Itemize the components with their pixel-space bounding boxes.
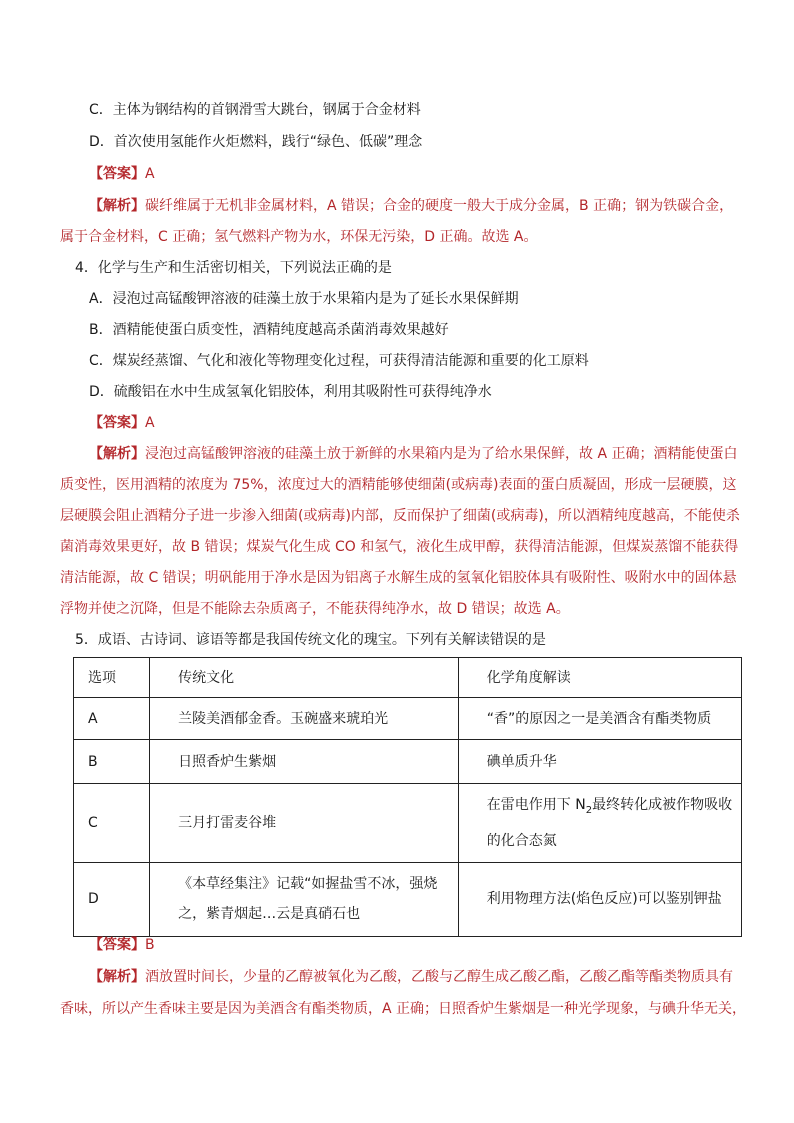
answer-value: A bbox=[145, 415, 155, 431]
answer-value: A bbox=[145, 166, 155, 182]
answer-tag: 【答案】 bbox=[89, 166, 145, 182]
header-culture: 传统文化 bbox=[150, 658, 459, 698]
answer-tag: 【答案】 bbox=[89, 415, 145, 431]
reading-with-subscript: 在雷电作用下 $N_2$最终转化成被作物吸收的化合态氮 bbox=[486, 797, 733, 849]
q4-answer bbox=[0, 412, 794, 434]
q5-table bbox=[73, 657, 742, 937]
q4-analysis-line-3: 层硬膜会阻止酒精分子进一步渗入细菌(或病毒)内部，反而保护了细菌(或病毒)，所以酒精纯度越高，不能使杀 bbox=[60, 508, 740, 524]
q4-analysis-line-2: 质变性，医用酒精的浓度为 75%，浓度过大的酒精能够使细菌(或病毒)表面的蛋白质凝固，形成一层硬膜，这 bbox=[60, 477, 737, 493]
q4-analysis-line-1: 【解析】浸泡过高锰酸钾溶液的硅藻土放于新鲜的水果箱内是为了给水果保鲜，故 A 正确；酒精能使蛋白 bbox=[89, 446, 738, 462]
header-reading: 化学角度解读 bbox=[458, 658, 741, 698]
q5-analysis-line-1: 【解析】酒放置时间长，少量的乙醇被氧化为乙酸，乙酸与乙醇生成乙酸乙酯，乙酸乙酯等酯类物质具有 bbox=[89, 969, 733, 985]
q4-analysis-line-4: 菌消毒效果更好，故 B 错误；煤炭气化生成 CO 和氢气，液化生成甲醇，获得清洁能源，但煤炭蒸馏不能获得 bbox=[60, 539, 739, 555]
table-row: C 三月打雷麦谷堆 在雷电作用下 $N_2$最终转化成被作物吸收的化合态氮 bbox=[74, 784, 742, 863]
q3-answer bbox=[0, 163, 794, 185]
q4-option-a: A．浸泡过高锰酸钾溶液的硅藻土放于水果箱内是为了延长水果保鲜期 bbox=[89, 291, 519, 307]
table-row: A 兰陵美酒郁金香。玉碗盛来琥珀光 “香”的原因之一是美酒含有酯类物质 bbox=[74, 698, 742, 740]
analysis-tag: 【解析】 bbox=[89, 969, 145, 985]
q3-option-c: C．主体为钢结构的首钢滑雪大跳台，钢属于合金材料 bbox=[89, 102, 421, 118]
table-header-row bbox=[74, 658, 742, 698]
q4-analysis-line-5: 清洁能源，故 C 错误；明矾能用于净水是因为铝离子水解生成的氢氧化铝胶体具有吸附性、吸附水中的固体悬 bbox=[60, 570, 737, 586]
answer-tag: 【答案】 bbox=[89, 937, 145, 953]
header-option: 选项 bbox=[74, 658, 150, 698]
analysis-tag: 【解析】 bbox=[89, 198, 145, 214]
q4-option-c: C．煤炭经蒸馏、气化和液化等物理变化过程，可获得清洁能源和重要的化工原料 bbox=[89, 353, 589, 369]
q5-stem: 5．成语、古诗词、谚语等都是我国传统文化的瑰宝。下列有关解读错误的是 bbox=[75, 632, 546, 648]
answer-value: B bbox=[145, 937, 155, 953]
q4-stem: 4．化学与生产和生活密切相关，下列说法正确的是 bbox=[75, 260, 392, 276]
q3-analysis-line-1: 【解析】碳纤维属于无机非金属材料，A 错误；合金的硬度一般大于成分金属，B 正确；钢为铁碳合金， bbox=[89, 198, 734, 214]
q3-analysis-line-2: 属于合金材料，C 正确；氢气燃料产物为水，环保无污染，D 正确。故选 A。 bbox=[60, 229, 538, 245]
q4-option-d: D．硫酸铝在水中生成氢氧化铝胶体，利用其吸附性可获得纯净水 bbox=[89, 384, 492, 400]
table-row: B 日照香炉生紫烟 碘单质升华 bbox=[74, 740, 742, 784]
q5-analysis-line-2: 香味，所以产生香味主要是因为美酒含有酯类物质，A 正确；日照香炉生紫烟是一种光学现象，与碘升华无关， bbox=[60, 1001, 747, 1017]
q4-option-b: B．酒精能使蛋白质变性，酒精纯度越高杀菌消毒效果越好 bbox=[89, 322, 449, 338]
analysis-tag: 【解析】 bbox=[89, 446, 145, 462]
q5-answer bbox=[0, 934, 794, 956]
q4-analysis-line-6: 浮物并使之沉降，但是不能除去杂质离子，不能获得纯净水，故 D 错误；故选 A。 bbox=[60, 601, 570, 617]
q3-option-d: D．首次使用氢能作火炬燃料，践行“绿色、低碳”理念 bbox=[89, 134, 423, 150]
table-row: D 《本草经集注》记载“如握盐雪不冰，强烧之，紫青烟起…云是真硝石也 利用物理方法(焰色反应)可以鉴别钾盐 bbox=[74, 862, 742, 936]
